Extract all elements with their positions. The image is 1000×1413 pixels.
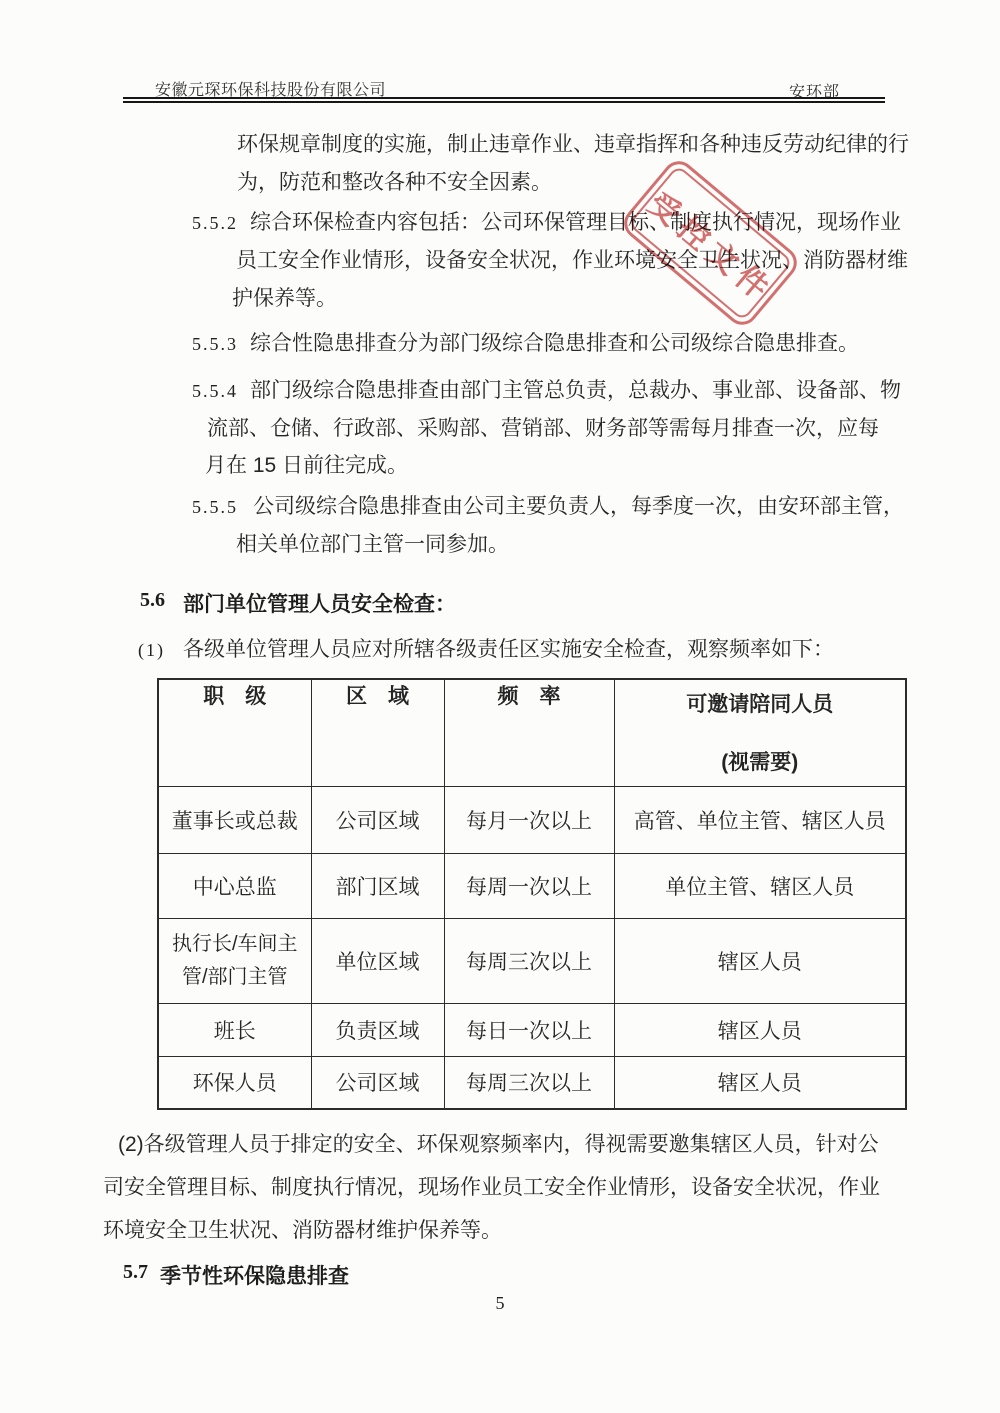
list-item-line: 综合环保检查内容包括：公司环保管理目标、制度执行情况，现场作业 [250,211,901,234]
table-header-companions [614,679,906,786]
table-cell: 高管、单位主管、辖区人员 [614,786,906,853]
list-item-line: 公司级综合隐患排查由公司主要负责人，每季度一次，由安环部主管， [253,495,904,518]
list-item-number: 5.5.5 [192,497,238,517]
table-cell: 班长 [158,1003,311,1056]
table-row [158,1056,906,1109]
section-5-7-number: 5.7 [123,1261,148,1283]
table-cell: 中心总监 [158,853,311,918]
table-cell: 部门区域 [311,853,444,918]
list-item-number: 5.5.4 [192,381,238,401]
table-cell: 单位区域 [311,918,444,1003]
section-5-6-number: 5.6 [140,589,165,611]
header-department: 安环部 [789,84,841,101]
list-item-line: 护保养等。 [232,287,337,310]
page-number: 5 [495,1293,505,1313]
table-cell: 每月一次以上 [444,786,614,853]
table-header-row [158,679,906,786]
table-header-frequency: 频 率 [444,679,614,786]
list-item-line: 综合性隐患排查分为部门级综合隐患排查和公司级综合隐患排查。 [250,332,859,355]
table-cell: 公司区域 [311,1056,444,1109]
section-5-6-title: 部门单位管理人员安全检查： [183,593,456,616]
table-header-area: 区 域 [311,679,444,786]
list-item-line: 部门级综合隐患排查由部门主管总负责，总裁办、事业部、设备部、物 [250,379,901,402]
note-1-number: (1) [138,640,165,660]
table-row [158,853,906,918]
list-item-line: 员工安全作业情形，设备安全状况，作业环境安全卫生状况、消防器材维 [236,249,908,272]
table-cell: 董事长或总裁 [158,786,311,853]
list-item-line: 月在 15 日前往完成。 [205,454,409,477]
table-cell: 公司区域 [311,786,444,853]
table-header-companions-line1: 可邀请陪同人员 [686,693,834,716]
section-5-7-title: 季节性环保隐患排查 [160,1265,349,1288]
stamp-inner-border [628,165,794,322]
table-row [158,786,906,853]
note-1-text: 各级单位管理人员应对所辖各级责任区实施安全检查，观察频率如下： [183,638,834,661]
header-rule [123,97,885,103]
header-company-name: 安徽元琛环保科技股份有限公司 [155,82,387,99]
table-cell: 辖区人员 [614,1003,906,1056]
table-cell: 每周三次以上 [444,918,614,1003]
list-item-number: 5.5.2 [192,213,238,233]
intro-paragraph-line: 环保规章制度的实施，制止违章作业、违章指挥和各种违反劳动纪律的行 [237,133,909,156]
table-cell: 每周一次以上 [444,853,614,918]
list-item-line: 流部、仓储、行政部、采购部、营销部、财务部等需每月排查一次，应每 [207,417,879,440]
note-2-line: (2)各级管理人员于排定的安全、环保观察频率内，得视需要邀集辖区人员，针对公 [118,1133,879,1156]
table-cell: 每日一次以上 [444,1003,614,1056]
table-row [158,918,906,1003]
table-row [158,1003,906,1056]
table-cell: 辖区人员 [614,1056,906,1109]
table-cell: 环保人员 [158,1056,311,1109]
inspection-frequency-table [157,678,907,1110]
table-header-companions-line2: (视需要) [721,751,799,774]
intro-paragraph-line: 为，防范和整改各种不安全因素。 [237,171,552,194]
table-cell: 负责区域 [311,1003,444,1056]
note-2-line: 环境安全卫生状况、消防器材维护保养等。 [103,1219,502,1242]
table-cell: 执行长/车间主管/部门主管 [158,918,311,1003]
note-2-line: 司安全管理目标、制度执行情况，现场作业员工安全作业情形，设备安全状况，作业 [103,1176,880,1199]
stamp-text: 受控文件 [641,185,781,310]
table-cell: 辖区人员 [614,918,906,1003]
table-header-rank: 职 级 [158,679,311,786]
controlled-document-stamp [618,155,804,332]
list-item-number: 5.5.3 [192,334,238,354]
table-cell: 每周三次以上 [444,1056,614,1109]
list-item-line: 相关单位部门主管一同参加。 [236,533,509,556]
table-cell: 单位主管、辖区人员 [614,853,906,918]
